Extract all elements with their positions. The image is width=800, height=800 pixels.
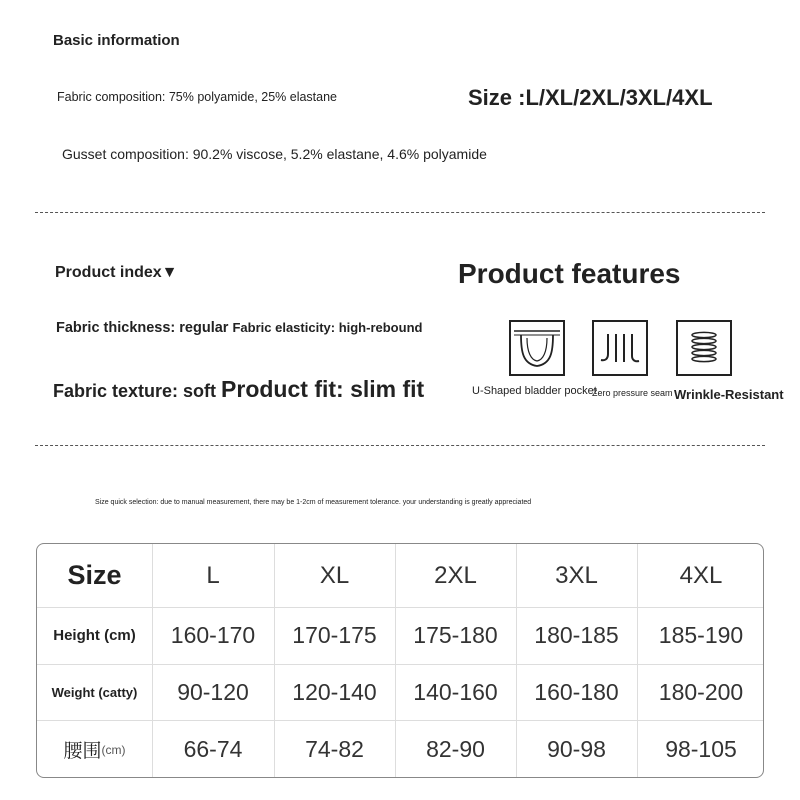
table-cell: 160-170 [170, 622, 256, 648]
table-header: L [206, 561, 220, 589]
wrinkle-resistant-icon [676, 320, 732, 376]
table-cell: 82-90 [426, 736, 485, 762]
table-cell: 180-185 [534, 622, 619, 648]
row-label-waist [37, 720, 152, 778]
feature-label: U-Shaped bladder pocket [472, 385, 597, 397]
table-header: XL [319, 561, 350, 589]
size-table [36, 543, 764, 778]
fabric-texture: Fabric texture: soft [53, 381, 217, 401]
table-cell: 170-175 [292, 622, 377, 648]
size-range: Size :L/XL/2XL/3XL/4XL [468, 85, 713, 110]
table-cell: 175-180 [413, 622, 498, 648]
table-cell: 180-200 [658, 678, 744, 705]
product-index-title: Product index▼ [55, 264, 178, 281]
table-cell: 185-190 [658, 622, 744, 648]
gusset-composition: Gusset composition: 90.2% viscose, 5.2% elastane, 4.6% polyamide [62, 146, 487, 162]
fabric-thickness-line [56, 320, 422, 336]
fabric-elasticity: Fabric elasticity: high-rebound [232, 320, 423, 335]
row-label-height: Height (cm) [53, 627, 136, 644]
fabric-texture-line [53, 376, 424, 403]
table-cell: 120-140 [292, 678, 377, 705]
divider [35, 445, 765, 446]
table-cell: 90-120 [177, 678, 249, 705]
table-header: 4XL [679, 561, 723, 589]
table-cell: 74-82 [305, 736, 364, 762]
u-pouch-icon [509, 320, 565, 376]
waist-label: 腰围 [63, 741, 102, 762]
pressure-icon [592, 320, 648, 376]
waist-unit: (cm) [101, 742, 126, 757]
table-cell: 160-180 [534, 678, 619, 705]
divider [35, 212, 765, 213]
feature-label: Wrinkle-Resistant [674, 387, 784, 402]
product-features-title: Product features [458, 258, 681, 289]
size-note: Size quick selection: due to manual measurement, there may be 1-2cm of measurement tolerance. your understanding is greatly appreciated [95, 499, 532, 506]
feature-label: Zero pressure seam [592, 388, 673, 398]
table-header-size: Size [67, 560, 122, 590]
basic-info-title: Basic information [53, 32, 180, 49]
table-cell: 140-160 [413, 678, 498, 705]
table-cell: 98-105 [665, 736, 737, 762]
fabric-composition: Fabric composition: 75% polyamide, 25% elastane [57, 90, 338, 104]
table-header: 2XL [434, 561, 477, 589]
table-cell: 90-98 [547, 736, 606, 762]
product-fit: Product fit: slim fit [221, 376, 425, 402]
fabric-thickness: Fabric thickness: regular [56, 320, 229, 336]
table-cell: 66-74 [183, 736, 243, 762]
row-label-weight: Weight (catty) [51, 684, 138, 700]
table-header: 3XL [555, 561, 598, 589]
